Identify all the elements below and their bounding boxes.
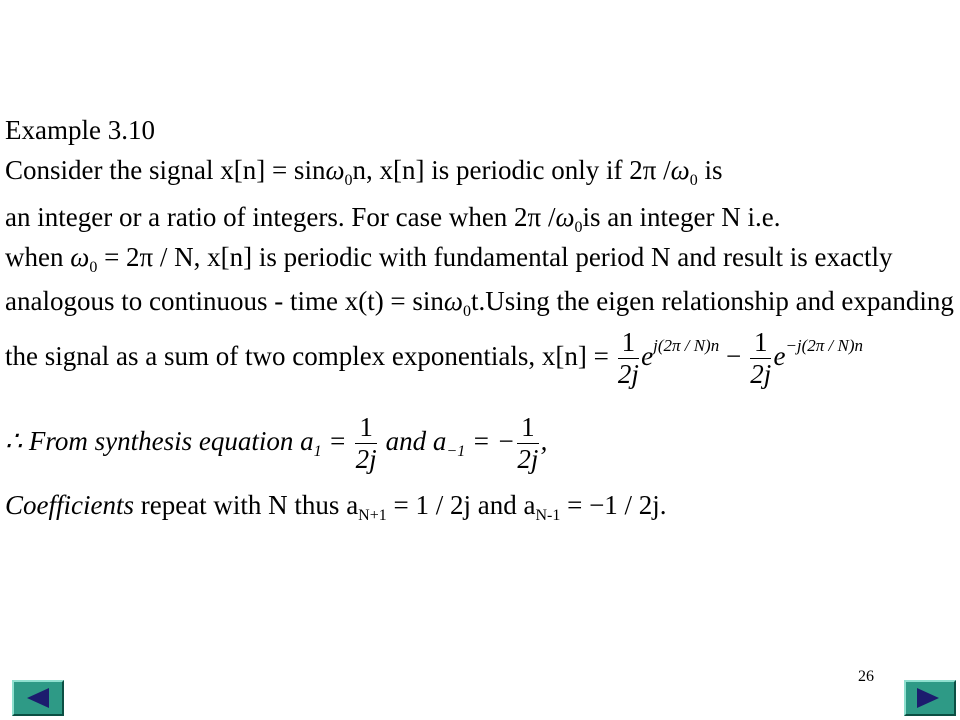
text-line-4: analogous to continuous - time x(t) = sinω$_0$t.Using the eigen relationship and expanding [5,286,954,320]
coefficients-line: Coefficients repeat with N thus $a_{N+1} = 1 / 2j$ and $a_{N-1} = -1 / 2j$. [5,490,667,524]
synthesis-line: ∴ From synthesis equation $a_1$ = $\frac{1}{2j}$ and $a_{-1}$ = − $\frac{1}{2j}$ , [5,412,548,475]
triangle-right-icon [917,688,939,708]
example-title: Example 3.10 [5,115,155,145]
text-line-5: the signal as a sum of two complex exponentials, x[n] = $\frac{1}{2j}$ $e^{j(2\pi / N)n}$ − $\frac{1}{2j}$ $e^{-j(2\pi / N)n}$ [5,327,864,390]
text-line-1: Consider the signal x[n] = sinω$_0$n, x[n] is periodic only if 2π $/\omega_0$ is [5,155,723,189]
fraction-half-j: $\frac{1}{2j}$ [617,327,639,390]
fraction-a-minus1: $\frac{1}{2j}$ [517,412,539,475]
page-number: 26 [858,668,874,685]
next-slide-button[interactable] [904,680,956,716]
text-line-2: an integer or a ratio of integers. For case when 2π $/\omega_0is$ an integer N i.e. [5,202,781,236]
text-line-3: when $\omega_0 = 2\pi / N$, x[n] is periodic with fundamental period N and result is exactly [5,242,893,276]
fraction-a1: $\frac{1}{2j}$ [355,412,377,475]
previous-slide-button[interactable] [12,680,64,716]
fraction-half-j-2: $\frac{1}{2j}$ [750,327,772,390]
triangle-left-icon [27,688,49,708]
